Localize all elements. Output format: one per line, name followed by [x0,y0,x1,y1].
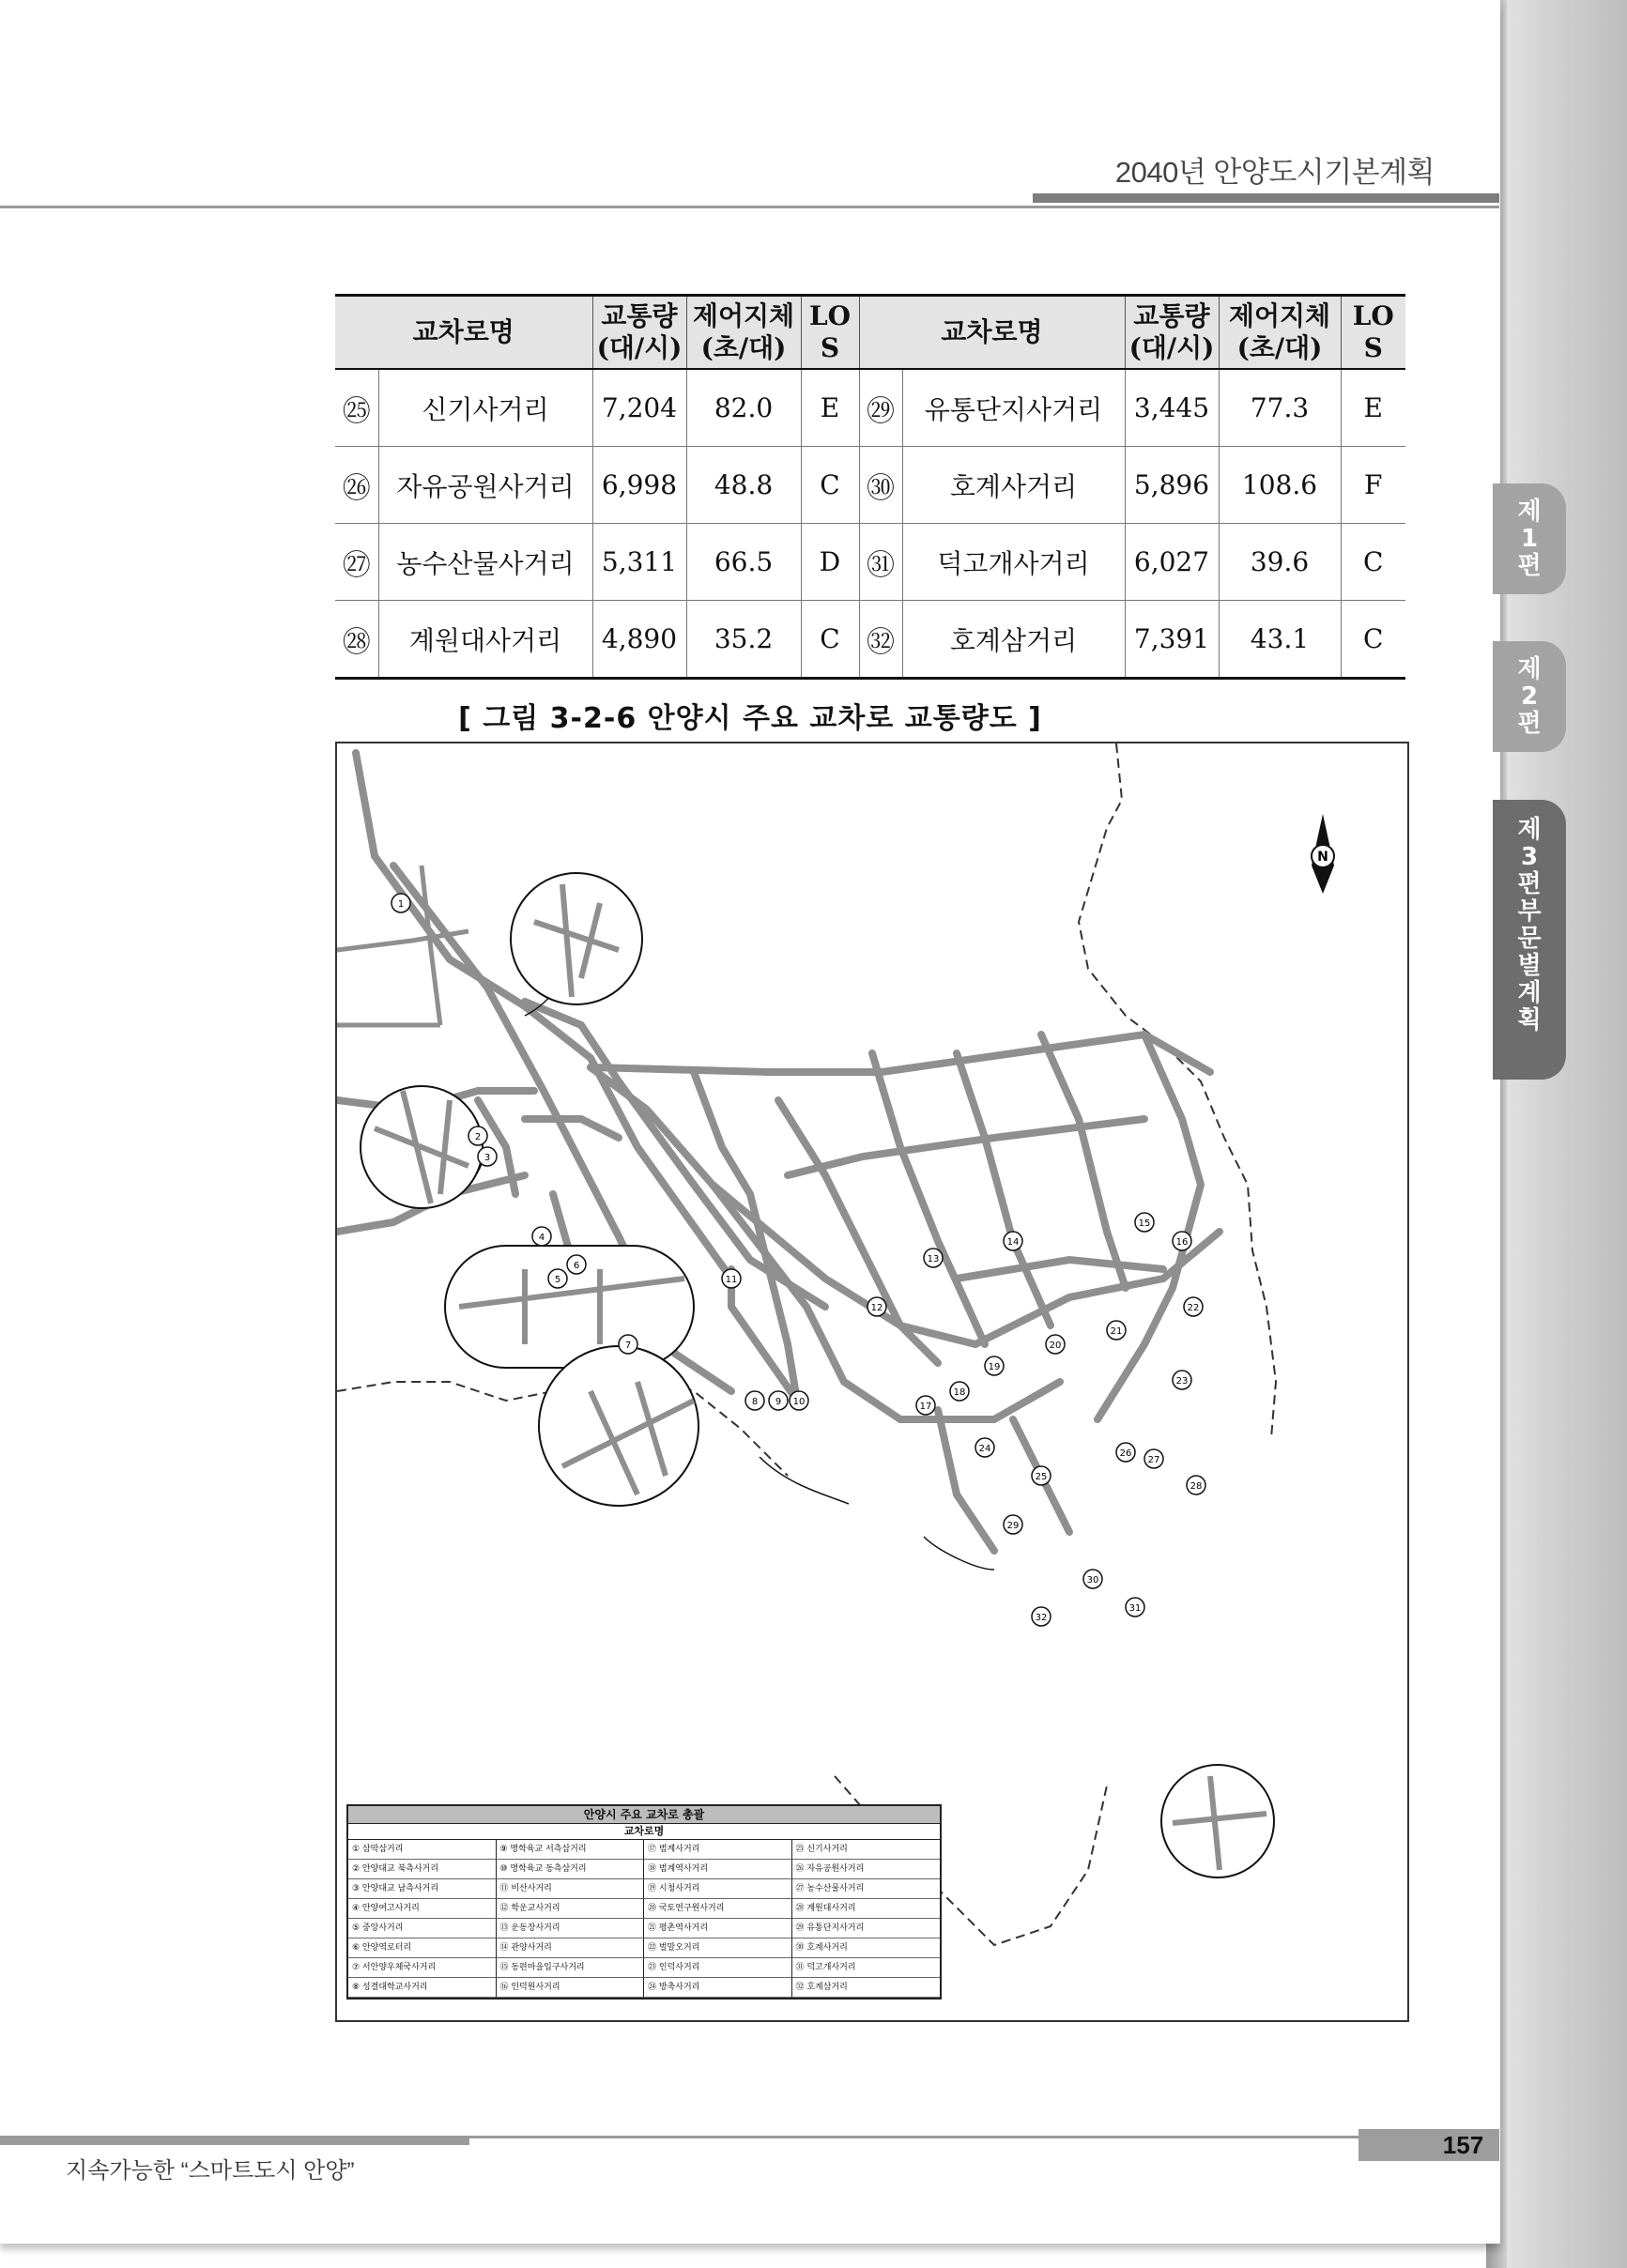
side-tab-text: 별 [1517,952,1542,980]
table-row [335,524,1405,601]
side-tab-text: 3 [1520,843,1539,871]
legend-item: ④ 안양여고사거리 [348,1899,497,1919]
intersection-name: 자유공원사거리 [378,447,592,524]
control-delay: 43.1 [1219,601,1341,679]
legend-item: ⑩ 명학육교 동측삼거리 [497,1860,645,1879]
north-label: N [1317,850,1328,865]
legend-item: ㉑ 평촌역사거리 [644,1919,792,1939]
intersection-name: 농수산물사거리 [378,524,592,601]
traffic-volume: 5,311 [592,524,686,601]
side-tab-text: 제 [1517,655,1542,683]
control-delay: 82.0 [686,369,801,447]
node-label: 18 [953,1387,966,1398]
intersection-node [924,1249,943,1267]
header-delay-right: 제어지체 (초/대) [1219,296,1341,370]
node-label: 11 [725,1275,738,1285]
intersection-node [619,1335,637,1354]
node-label: 17 [919,1402,932,1412]
intersection-node [1135,1213,1154,1232]
node-label: 5 [554,1275,561,1285]
control-delay: 48.8 [686,447,801,524]
legend-item: ⑱ 범계역사거리 [644,1860,792,1879]
level-of-service: C [1341,601,1405,679]
north-arrow [1312,814,1334,894]
row-number: ㉘ [335,601,378,679]
node-label: 15 [1138,1218,1151,1229]
node-label: 30 [1086,1575,1099,1586]
intersection-node [950,1382,969,1401]
legend-item: ⑤ 중앙사거리 [348,1919,497,1939]
legend-item: ⑫ 학운교사거리 [497,1899,645,1919]
row-number: ㉖ [335,447,378,524]
intersection-node [975,1438,994,1457]
control-delay: 66.5 [686,524,801,601]
legend-item: ⑨ 명학육교 서측삼거리 [497,1840,645,1860]
intersection-node [468,1126,487,1145]
legend-item: ㉙ 유통단지사거리 [792,1919,941,1939]
row-number: ㉙ [859,369,902,447]
row-number: ㉚ [859,447,902,524]
header-volume-left: 교통량 (대/시) [592,296,686,370]
table-row [335,447,1405,524]
intersection-node [769,1391,788,1410]
traffic-volume: 3,445 [1125,369,1219,447]
intersection-node [1126,1598,1144,1617]
node-label: 19 [988,1362,1001,1372]
intersection-node [1004,1232,1022,1250]
intersection-node [1107,1321,1126,1340]
intersection-node [790,1391,808,1410]
traffic-volume: 5,896 [1125,447,1219,524]
side-tab-text: 문 [1517,925,1542,953]
legend-item: ⑬ 운동장사거리 [497,1919,645,1939]
node-label: 22 [1187,1303,1200,1313]
side-tab-text: 제 [1517,498,1542,526]
node-label: 8 [751,1397,759,1407]
node-label: 28 [1190,1481,1203,1492]
header-delay-left: 제어지체 (초/대) [686,296,801,370]
traffic-volume: 4,890 [592,601,686,679]
level-of-service: E [1341,369,1405,447]
control-delay: 35.2 [686,601,801,679]
row-number: ㉜ [859,601,902,679]
side-tab-part1[interactable] [1493,483,1566,594]
row-number: ㉕ [335,369,378,447]
intersection-node [985,1356,1004,1375]
intersection-name: 호계삼거리 [902,601,1125,679]
legend-item: ㉛ 덕고개사거리 [792,1958,941,1978]
side-tab-part3[interactable] [1493,800,1566,1080]
node-label: 2 [474,1132,482,1142]
legend-item: ㉔ 방축사거리 [644,1978,792,1998]
intersection-name: 신기사거리 [378,369,592,447]
node-label: 16 [1175,1237,1189,1248]
intersection-node [745,1391,764,1410]
node-label: 27 [1147,1455,1160,1465]
intersection-node [567,1255,586,1274]
legend-item: ㉚ 호계사거리 [792,1939,941,1958]
control-delay: 39.6 [1219,524,1341,601]
intersection-name: 유통단지사거리 [902,369,1125,447]
side-tab-text: 편 [1517,552,1542,580]
side-tab-text: 제 [1517,816,1542,844]
node-label: 10 [792,1397,806,1407]
intersection-node [1032,1607,1051,1626]
traffic-table [335,294,1405,680]
figure-caption: [ 그림 3-2-6 안양시 주요 교차로 교통량도 ] [458,702,1042,735]
legend-item: ㉖ 자유공원사거리 [792,1860,941,1879]
legend-item: ㉗ 농수산물사거리 [792,1879,941,1899]
node-label: 7 [624,1341,632,1351]
level-of-service: D [801,524,859,601]
header-rule-accent [1033,193,1499,203]
intersection-node [1083,1570,1102,1588]
node-label: 25 [1035,1472,1048,1482]
intersection-name: 계원대사거리 [378,601,592,679]
intersection-node [1184,1297,1203,1316]
node-label: 13 [927,1254,940,1264]
legend-subtitle: 교차로명 [348,1824,940,1840]
intersection-node [532,1227,551,1246]
side-tab-part2[interactable] [1493,641,1566,752]
side-tab-text: 2 [1520,682,1539,711]
intersection-node [478,1147,497,1166]
node-label: 4 [538,1233,545,1243]
node-label: 29 [1006,1521,1020,1531]
intersection-node [391,894,410,912]
legend-item: ⑦ 서안양우체국사거리 [348,1958,497,1978]
traffic-volume: 7,204 [592,369,686,447]
table-row [335,369,1405,447]
legend-item: ⑯ 인덕원사거리 [497,1978,645,1998]
side-tab-text: 부 [1517,897,1542,926]
legend-item: ⑭ 관양사거리 [497,1939,645,1958]
intersection-node [867,1297,886,1316]
node-label: 24 [978,1444,991,1454]
legend-item: ⑲ 시청사거리 [644,1879,792,1899]
header-name-right: 교차로명 [859,296,1125,370]
intersection-node [1187,1476,1205,1494]
traffic-volume: 6,027 [1125,524,1219,601]
intersection-node [1046,1335,1065,1354]
header-los-right: LO S [1341,296,1405,370]
legend-item: ㉒ 벌말오거리 [644,1939,792,1958]
row-number: ㉗ [335,524,378,601]
legend-item: ㉜ 호계삼거리 [792,1978,941,1998]
header-name-left: 교차로명 [335,296,592,370]
intersection-node [1032,1466,1051,1485]
level-of-service: F [1341,447,1405,524]
table-row [335,601,1405,679]
level-of-service: E [801,369,859,447]
legend-item: ㉘ 계원대사거리 [792,1899,941,1919]
intersection-node [1144,1449,1163,1468]
node-label: 31 [1128,1603,1142,1614]
legend-item: ② 안양대교 북측사거리 [348,1860,497,1879]
footer-slogan: 지속가능한 “스마트도시 안양” [66,2158,355,2184]
header-los-left: LO S [801,296,859,370]
intersection-node [722,1269,741,1288]
legend-item: ⑮ 동편마을입구사거리 [497,1958,645,1978]
node-label: 23 [1175,1376,1189,1387]
legend-grid [348,1840,940,1998]
intersection-node [548,1269,567,1288]
node-label: 21 [1110,1326,1123,1337]
intersection-name: 덕고개사거리 [902,524,1125,601]
legend-item: ㉓ 인덕사거리 [644,1958,792,1978]
map-legend [346,1804,942,2000]
header-title: 2040년 안양도시기본계획 [1114,156,1435,189]
legend-item: ⑪ 비산사거리 [497,1879,645,1899]
side-tab-text: 1 [1520,525,1539,553]
level-of-service: C [801,447,859,524]
intersection-node [1173,1371,1191,1389]
intersection-node [1173,1232,1191,1250]
intersection-node [916,1396,935,1415]
legend-title: 안양시 주요 교차로 총괄 [348,1806,940,1824]
node-label: 14 [1006,1237,1020,1248]
legend-item: ⑰ 범계사거리 [644,1840,792,1860]
table-header-row [335,296,1405,370]
legend-item: ⑧ 성결대학교사거리 [348,1978,497,1998]
side-tab-text: 편 [1517,870,1542,898]
node-label: 3 [483,1153,491,1163]
page-number: 157 [1442,2131,1484,2159]
header-volume-right: 교통량 (대/시) [1125,296,1219,370]
level-of-service: C [1341,524,1405,601]
row-number: ㉛ [859,524,902,601]
legend-item: ③ 안양대교 남측사거리 [348,1879,497,1899]
legend-item: ⑥ 안양역로터리 [348,1939,497,1958]
footer-rule [0,2136,1499,2138]
node-label: 9 [775,1397,782,1407]
intersection-node [1116,1443,1135,1462]
traffic-volume: 7,391 [1125,601,1219,679]
side-tab-text: 획 [1517,1006,1542,1034]
node-label: 32 [1035,1613,1048,1623]
control-delay: 108.6 [1219,447,1341,524]
intersection-name: 호계사거리 [902,447,1125,524]
header-rule [0,206,1499,208]
page-edge [1486,0,1627,2268]
node-label: 6 [573,1261,580,1271]
level-of-service: C [801,601,859,679]
intersection-node [1004,1515,1022,1534]
side-tab-text: 계 [1517,979,1542,1007]
control-delay: 77.3 [1219,369,1341,447]
traffic-volume: 6,998 [592,447,686,524]
side-tab-text: 편 [1517,710,1542,738]
node-label: 26 [1119,1448,1132,1459]
node-label: 20 [1049,1341,1062,1351]
legend-item: ⑳ 국토연구원사거리 [644,1899,792,1919]
node-label: 12 [870,1303,883,1313]
node-label: 1 [397,899,405,910]
intersection-map [335,742,1409,2022]
legend-item: ㉕ 신기사거리 [792,1840,941,1860]
legend-item: ① 삼막삼거리 [348,1840,497,1860]
